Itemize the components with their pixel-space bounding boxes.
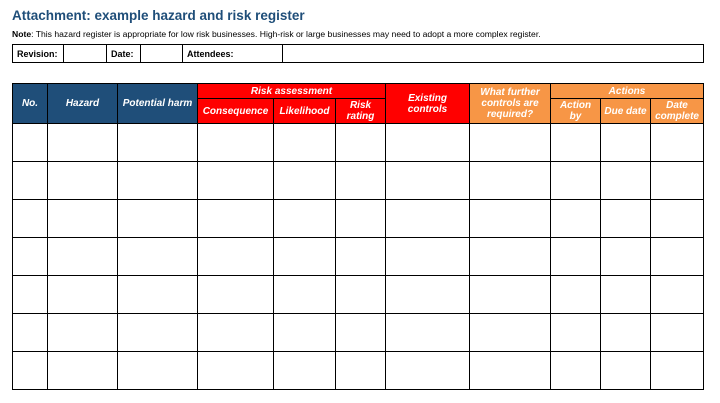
cell-due-date[interactable] [601, 124, 651, 162]
cell-action-by[interactable] [551, 162, 601, 200]
cell-risk-rating[interactable] [336, 238, 386, 276]
table-row [13, 162, 704, 200]
cell-existing-controls[interactable] [386, 314, 470, 352]
cell-date-complete[interactable] [651, 314, 704, 352]
cell-due-date[interactable] [601, 352, 651, 390]
cell-likelihood[interactable] [274, 124, 336, 162]
cell-date-complete[interactable] [651, 276, 704, 314]
document-note [12, 29, 541, 39]
cell-hazard[interactable] [48, 238, 118, 276]
cell-existing-controls[interactable] [386, 238, 470, 276]
cell-date-complete[interactable] [651, 162, 704, 200]
cell-potential-harm[interactable] [118, 200, 198, 238]
date-label: Date: [107, 45, 141, 63]
header-consequence: Consequence [198, 99, 274, 124]
cell-no[interactable] [13, 124, 48, 162]
cell-existing-controls[interactable] [386, 162, 470, 200]
cell-action-by[interactable] [551, 276, 601, 314]
cell-no[interactable] [13, 238, 48, 276]
header-risk-rating: Risk rating [336, 99, 386, 124]
revision-field[interactable] [64, 45, 107, 63]
cell-hazard[interactable] [48, 200, 118, 238]
header-hazard: Hazard [48, 84, 118, 124]
cell-risk-rating[interactable] [336, 124, 386, 162]
cell-hazard[interactable] [48, 124, 118, 162]
cell-likelihood[interactable] [274, 200, 336, 238]
cell-consequence[interactable] [198, 314, 274, 352]
cell-risk-rating[interactable] [336, 200, 386, 238]
document-title: Attachment: example hazard and risk register [12, 8, 305, 23]
table-row [13, 352, 704, 390]
cell-further-controls[interactable] [470, 124, 551, 162]
cell-action-by[interactable] [551, 352, 601, 390]
hazard-register-table [12, 83, 704, 390]
header-due-date: Due date [601, 99, 651, 124]
cell-due-date[interactable] [601, 276, 651, 314]
cell-consequence[interactable] [198, 162, 274, 200]
header-no: No. [13, 84, 48, 124]
attendees-field[interactable] [283, 45, 704, 63]
cell-potential-harm[interactable] [118, 124, 198, 162]
header-further-controls: What further controls are required? [470, 84, 551, 124]
cell-no[interactable] [13, 162, 48, 200]
cell-further-controls[interactable] [470, 276, 551, 314]
header-potential-harm: Potential harm [118, 84, 198, 124]
cell-due-date[interactable] [601, 314, 651, 352]
cell-existing-controls[interactable] [386, 276, 470, 314]
cell-potential-harm[interactable] [118, 276, 198, 314]
cell-hazard[interactable] [48, 162, 118, 200]
cell-further-controls[interactable] [470, 238, 551, 276]
cell-date-complete[interactable] [651, 238, 704, 276]
header-likelihood: Likelihood [274, 99, 336, 124]
table-row [13, 200, 704, 238]
cell-risk-rating[interactable] [336, 314, 386, 352]
table-row [13, 124, 704, 162]
cell-hazard[interactable] [48, 276, 118, 314]
cell-due-date[interactable] [601, 200, 651, 238]
cell-further-controls[interactable] [470, 200, 551, 238]
header-date-complete: Date complete [651, 99, 704, 124]
table-row [13, 314, 704, 352]
cell-likelihood[interactable] [274, 276, 336, 314]
cell-risk-rating[interactable] [336, 276, 386, 314]
meta-table [12, 44, 704, 63]
cell-action-by[interactable] [551, 200, 601, 238]
cell-existing-controls[interactable] [386, 352, 470, 390]
cell-due-date[interactable] [601, 238, 651, 276]
header-action-by: Action by [551, 99, 601, 124]
table-row [13, 238, 704, 276]
cell-further-controls[interactable] [470, 162, 551, 200]
cell-potential-harm[interactable] [118, 352, 198, 390]
attendees-label: Attendees: [183, 45, 283, 63]
cell-further-controls[interactable] [470, 314, 551, 352]
cell-consequence[interactable] [198, 200, 274, 238]
cell-likelihood[interactable] [274, 352, 336, 390]
cell-date-complete[interactable] [651, 124, 704, 162]
revision-label: Revision: [13, 45, 64, 63]
cell-consequence[interactable] [198, 124, 274, 162]
cell-potential-harm[interactable] [118, 162, 198, 200]
cell-further-controls[interactable] [470, 352, 551, 390]
header-actions: Actions [551, 84, 704, 99]
cell-risk-rating[interactable] [336, 162, 386, 200]
header-existing-controls: Existing controls [386, 84, 470, 124]
date-field[interactable] [141, 45, 183, 63]
cell-no[interactable] [13, 200, 48, 238]
header-risk-assessment: Risk assessment [198, 84, 386, 99]
cell-consequence[interactable] [198, 352, 274, 390]
cell-existing-controls[interactable] [386, 200, 470, 238]
cell-hazard[interactable] [48, 314, 118, 352]
cell-action-by[interactable] [551, 124, 601, 162]
cell-action-by[interactable] [551, 314, 601, 352]
table-row [13, 276, 704, 314]
cell-potential-harm[interactable] [118, 238, 198, 276]
cell-likelihood[interactable] [274, 162, 336, 200]
cell-due-date[interactable] [601, 162, 651, 200]
cell-potential-harm[interactable] [118, 314, 198, 352]
note-label: Note [12, 29, 32, 39]
cell-likelihood[interactable] [274, 314, 336, 352]
cell-date-complete[interactable] [651, 200, 704, 238]
cell-consequence[interactable] [198, 238, 274, 276]
cell-no[interactable] [13, 352, 48, 390]
cell-no[interactable] [13, 276, 48, 314]
cell-existing-controls[interactable] [386, 124, 470, 162]
cell-hazard[interactable] [48, 352, 118, 390]
cell-likelihood[interactable] [274, 238, 336, 276]
cell-action-by[interactable] [551, 238, 601, 276]
cell-consequence[interactable] [198, 276, 274, 314]
note-text: : This hazard register is appropriate for low risk businesses. High-risk or large businesses may need to adopt a more complex register. [31, 29, 541, 39]
cell-date-complete[interactable] [651, 352, 704, 390]
register-body [13, 124, 704, 390]
cell-no[interactable] [13, 314, 48, 352]
cell-risk-rating[interactable] [336, 352, 386, 390]
